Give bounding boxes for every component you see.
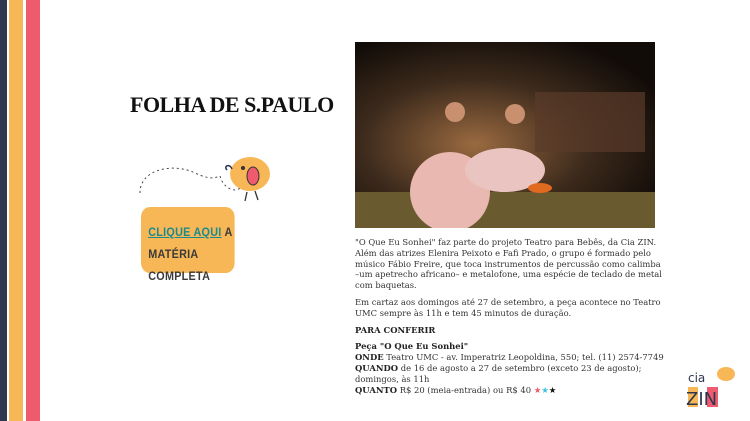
quando-line: QUANDO de 16 de agosto a 27 de setembro (exceto 23 de agosto); domingos, às 11h: [355, 362, 642, 384]
cta-text: A: [221, 225, 233, 239]
star-icon: ★: [533, 384, 542, 395]
bird-illustration: [135, 148, 280, 203]
cta-text-line2: MATÉRIA COMPLETA: [148, 247, 211, 283]
folha-logo: FOLHA DE S.PAULO: [130, 92, 334, 117]
rating-stars: [534, 385, 557, 395]
star-icon: ★: [548, 384, 557, 395]
cta-box[interactable]: [141, 207, 235, 283]
article-paragraph-2: Em cartaz aos domingos até 27 de setembro, a peça acontece no Teatro UMC sempre às 11h e tem 45 minutos de duração.: [355, 296, 661, 318]
cia-zin-logo: [680, 360, 740, 416]
stripe-orange: [9, 0, 23, 421]
onde-line: ONDE Teatro UMC - av. Imperatriz Leopoldina, 550; tel. (11) 2574-7749: [355, 352, 664, 363]
svg-text:cia: cia: [688, 371, 706, 385]
star-icon: ★: [541, 384, 549, 395]
stripe-pink: [26, 0, 40, 421]
section-heading: PARA CONFERIR: [355, 324, 436, 335]
quanto-line: QUANTO R$ 20 (meia-entrada) ou R$ 40 ★★★: [355, 384, 557, 395]
article-paragraph-1: "O Que Eu Sonhei" faz parte do projeto Teatro para Bebês, da Cia ZIN. Além das atrizes Elenira Peixoto e Fafi Prado, o grupo é formado pelo músico Fábio Freire, que toca instrumentos de percussão como calimba –um apetrecho africano– e metalofone, uma espécie de teclado de metal com baquetas.: [355, 237, 662, 291]
clique-aqui-link[interactable]: CLIQUE AQUI: [148, 225, 222, 239]
stripe-navy: [0, 0, 7, 421]
play-title: Peça "O Que Eu Sonhei": [355, 341, 469, 352]
play-photo: [355, 42, 655, 228]
article-text: [355, 237, 665, 395]
svg-text:ZIN: ZIN: [686, 389, 718, 410]
photo-scene: [355, 42, 655, 228]
